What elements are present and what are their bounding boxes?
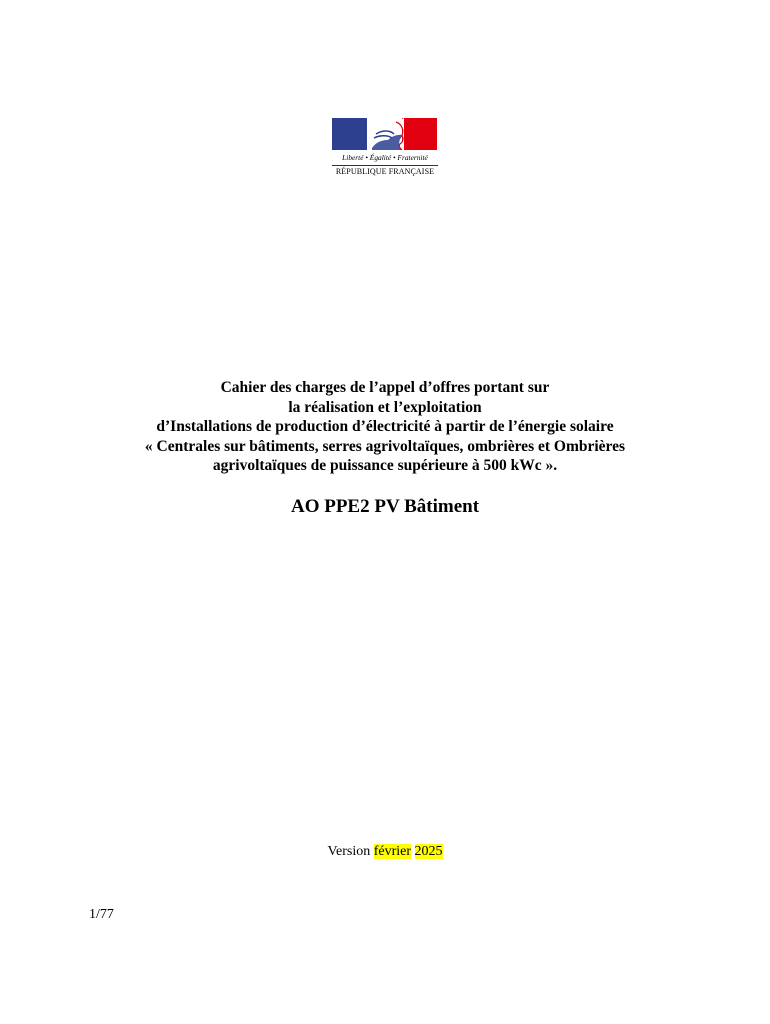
marianne-flag-icon <box>332 118 437 150</box>
document-subtitle: AO PPE2 PV Bâtiment <box>290 496 480 517</box>
title-line: d’Installations de production d’électricité à partir de l’énergie solaire <box>156 418 614 436</box>
logo-motto: Liberté • Égalité • Fraternité <box>342 153 428 162</box>
title-line: « Centrales sur bâtiments, serres agrivoltaïques, ombrières et Ombrières <box>144 437 626 455</box>
version-prefix: Version <box>327 844 374 859</box>
title-line: Cahier des charges de l’appel d’offres portant sur <box>220 379 550 396</box>
logo-divider <box>332 165 438 166</box>
logo-name: RÉPUBLIQUE FRANÇAISE <box>335 167 435 176</box>
version-month: février <box>373 844 412 859</box>
marianne-logo <box>332 118 438 180</box>
page-number: 1/77 <box>89 907 114 922</box>
version-year: 2025 <box>414 844 443 859</box>
title-line: la réalisation et l’exploitation <box>288 398 482 416</box>
title-line: agrivoltaïques de puissance supérieure à 500 kWc ». <box>212 457 558 475</box>
document-title <box>60 378 710 476</box>
version-line <box>160 842 610 862</box>
